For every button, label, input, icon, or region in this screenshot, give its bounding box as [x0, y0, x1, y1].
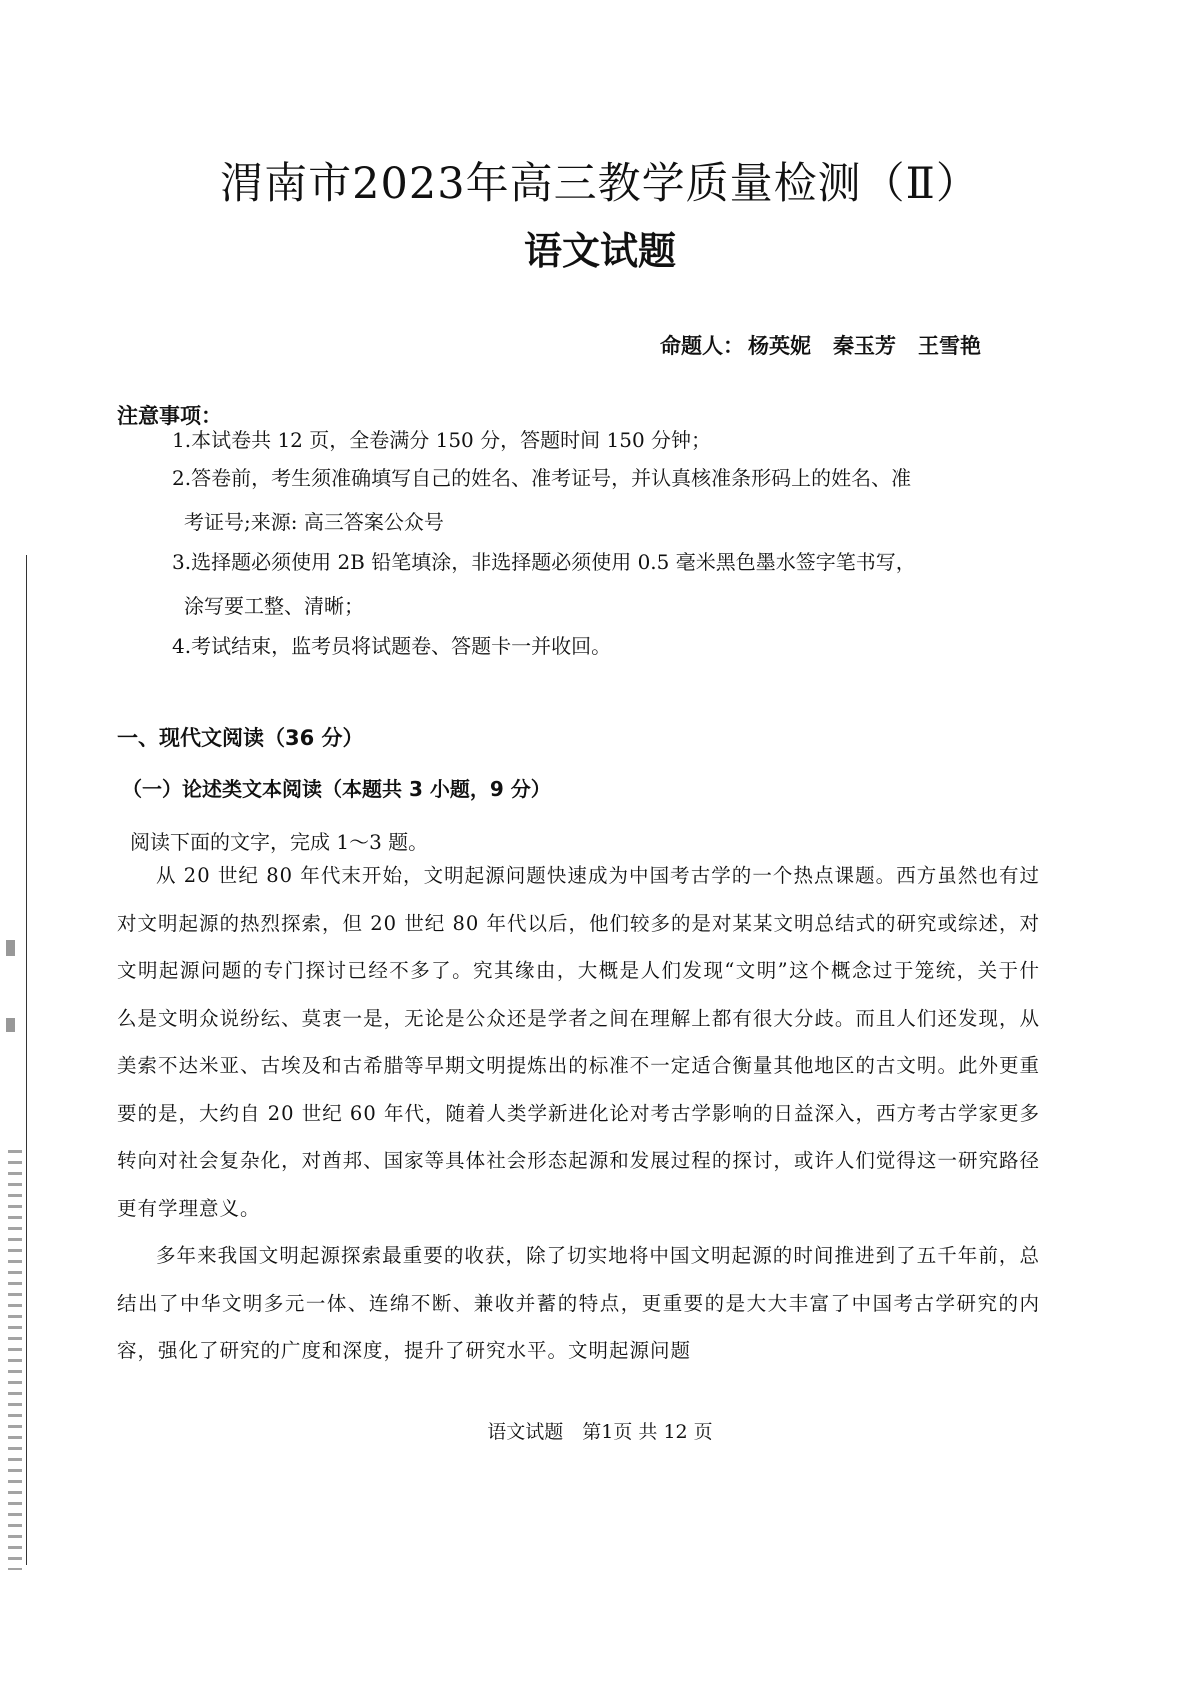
- page-footer: 语文试题 第1页 共 12 页: [487, 1421, 713, 1443]
- authors-label: 命题人：: [660, 334, 744, 358]
- notice-item: [172, 456, 1092, 544]
- sub-heading: （一）论述类文本阅读（本题共 3 小题，9 分）: [122, 777, 551, 801]
- notice-heading: 注意事项：: [117, 404, 222, 428]
- reading-instruction: 阅读下面的文字，完成 1～3 题。: [130, 830, 429, 854]
- exam-subtitle: 语文试题: [523, 229, 676, 273]
- notice-text-continued: 涂写要工整、清晰；: [184, 594, 364, 618]
- author-name: 王雪艳: [918, 334, 981, 358]
- binding-mark: [6, 940, 15, 956]
- exam-title: 渭南市2023年高三教学质量检测（Ⅱ）: [220, 159, 980, 209]
- body-paragraph: 多年来我国文明起源探索最重要的收获，除了切实地将中国文明起源的时间推进到了五千年前，总结出了中华文明多元一体、连绵不断、兼收并蓄的特点，更重要的是大大丰富了中国考古学研究的内容，强化了研究的广度和深度，提升了研究水平。文明起源问题: [117, 1244, 1040, 1362]
- section-heading: 一、现代文阅读（36 分）: [117, 726, 364, 750]
- binding-mark: [6, 1018, 15, 1032]
- notice-item: [172, 624, 1092, 668]
- binding-line: [26, 555, 27, 1565]
- notice-text: 2.答卷前，考生须准确填写自己的姓名、准考证号，并认真核准条形码上的姓名、准: [172, 466, 912, 490]
- author-name: 秦玉芳: [833, 334, 896, 358]
- notice-text: 4.考试结束，监考员将试题卷、答题卡一并收回。: [172, 634, 612, 658]
- notice-text: 1.本试卷共 12 页，全卷满分 150 分，答题时间 150 分钟；: [172, 428, 712, 452]
- notice-item: [172, 540, 1092, 628]
- notice-text: 3.选择题必须使用 2B 铅笔填涂，非选择题必须使用 0.5 毫米黑色墨水签字笔书写，: [172, 550, 916, 574]
- authors-line: [660, 330, 1130, 360]
- author-name: 杨英妮: [748, 334, 811, 358]
- notice-text-continued: 考证号;来源: 高三答案公众号: [184, 510, 444, 534]
- body-paragraph: 从 20 世纪 80 年代末开始，文明起源问题快速成为中国考古学的一个热点课题。西方虽然也有过对文明起源的热烈探索，但 20 世纪 80 年代以后，他们较多的是对某某文明总结式的研究或综述，对文明起源问题的专门探讨已经不多了。究其缘由，大概是人们发现“文明”这个概念过于笼统，关于什么是文明众说纷纭、莫衷一是，无论是公众还是学者之间在理解上都有很大分歧。而且人们还发现，从美索不达米亚、古埃及和古希腊等早期文明提炼出的标准不一定适合衡量其他地区的古文明。此外更重要的是，大约自 20 世纪 60 年代，随着人类学新进化论对考古学影响的日益深入，西方考古学家更多转向对社会复杂化，对酋邦、国家等具体社会形态起源和发展过程的探讨，或许人们觉得这一研究路径更有学理意义。: [117, 864, 1040, 1220]
- binding-hatch: [8, 1150, 22, 1570]
